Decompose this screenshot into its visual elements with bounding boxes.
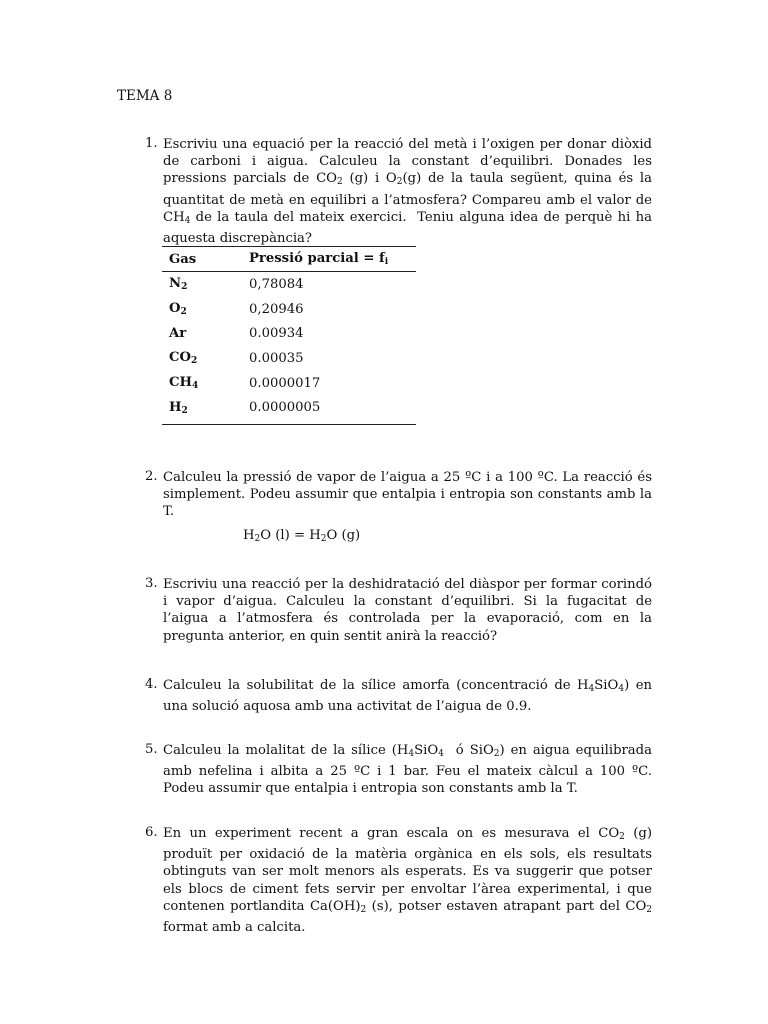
- question-1: [145, 136, 652, 247]
- table-row: [162, 297, 416, 322]
- question-text: Escriviu una reacció per la deshidratació del diàspor per formar corindó i vapor d’aigua. Calculeu la constant d’equilibri. Si la fugacitat de l’aigua a l’atmosfera és controlada per la evaporació, com en la pregunta anterior, en quin sentit anirà la reacció?: [163, 577, 652, 644]
- question-text: En un experiment recent a gran escala on es mesurava el $CO_2$ (g) produït per oxidació de la matèria orgànica en els sols, els resultats obtinguts van ser molt menors als esperats. Es va suggerir que potser els blocs de ciment fets servir per envoltar l’àrea experimental, i que contenen portlandita $Ca(OH)_2$ (s), potser estaven atrapant part del $CO_2$ format amb a calcita.: [163, 826, 652, 936]
- table-row: [162, 272, 416, 297]
- gas-cell: $CO_2$: [169, 350, 198, 367]
- question-text: Calculeu la molalitat de la sílice ($H_4SiO_4$ ó SiO$_2$) en aigua equilibrada amb nefelina i albita a 25 ºC i 1 bar. Feu el mateix càlcul a 100 ºC. Podeu assumir que entalpia i entropia son constants amb la T.: [163, 743, 652, 797]
- gas-cell: $CH_4$: [169, 375, 199, 392]
- table-row: [162, 395, 416, 424]
- question-number: 4.: [145, 677, 158, 692]
- question-text: Escriviu una equació per la reacció del metà i l’oxigen per donar diòxid de carboni i aigua. Calculeu la constant d’equilibri. Donades les pressions parcials de $CO_2$ (g) i $O_2(g)$ de la taula següent, quina és la quantitat de metà en equilibri a l’atmosfera? Compareu amb el valor de $CH_4$ de la taula del mateix exercici. Teniu alguna idea de perquè hi ha aquesta discrepància?: [163, 137, 653, 247]
- question-text: Calculeu la pressió de vapor de l’aigua a 25 ºC i a 100 ºC. La reacció és simplement. Podeu assumir que entalpia i entropia son constants amb la T.: [163, 470, 652, 520]
- question-4: [145, 677, 652, 715]
- column-header-gas: Gas: [169, 251, 197, 267]
- pressure-cell: 0,78084: [249, 276, 304, 292]
- question-6: [145, 825, 652, 936]
- question-number: 3.: [145, 576, 158, 591]
- gas-cell: $O_2$: [169, 301, 187, 318]
- question-5: [145, 742, 652, 798]
- question-2: [145, 469, 652, 521]
- pressure-cell: 0.0000005: [249, 395, 416, 424]
- column-header-pressure: Pressió parcial = $f_i$: [249, 251, 389, 267]
- page-title: TEMA 8: [117, 88, 173, 104]
- gas-cell: Ar: [169, 326, 187, 342]
- question-number: 6.: [145, 825, 158, 840]
- question-text: Calculeu la solubilitat de la sílice amorfa (concentració de $H_4SiO_4$) en una solució aquosa amb una activitat de l’aigua de 0.9.: [163, 678, 652, 715]
- gas-cell: $H_2$: [162, 395, 249, 424]
- pressure-cell: 0,20946: [249, 301, 304, 317]
- table-row: [162, 346, 416, 371]
- pressure-cell: 0.0000017: [249, 375, 321, 391]
- question-3: [145, 576, 652, 645]
- pressure-cell: 0.00934: [249, 326, 304, 342]
- pressure-cell: 0.00035: [249, 350, 304, 366]
- table-header-row: [162, 247, 416, 272]
- reaction-equation: $H_2O$ $(l) = H_2O$ (g): [243, 528, 361, 544]
- question-number: 2.: [145, 469, 158, 484]
- question-number: 5.: [145, 742, 158, 757]
- table-row: [162, 321, 416, 346]
- partial-pressure-table: [162, 246, 416, 425]
- question-number: 1.: [145, 136, 158, 151]
- gas-cell: $N_2$: [169, 276, 188, 293]
- table-row: [162, 371, 416, 396]
